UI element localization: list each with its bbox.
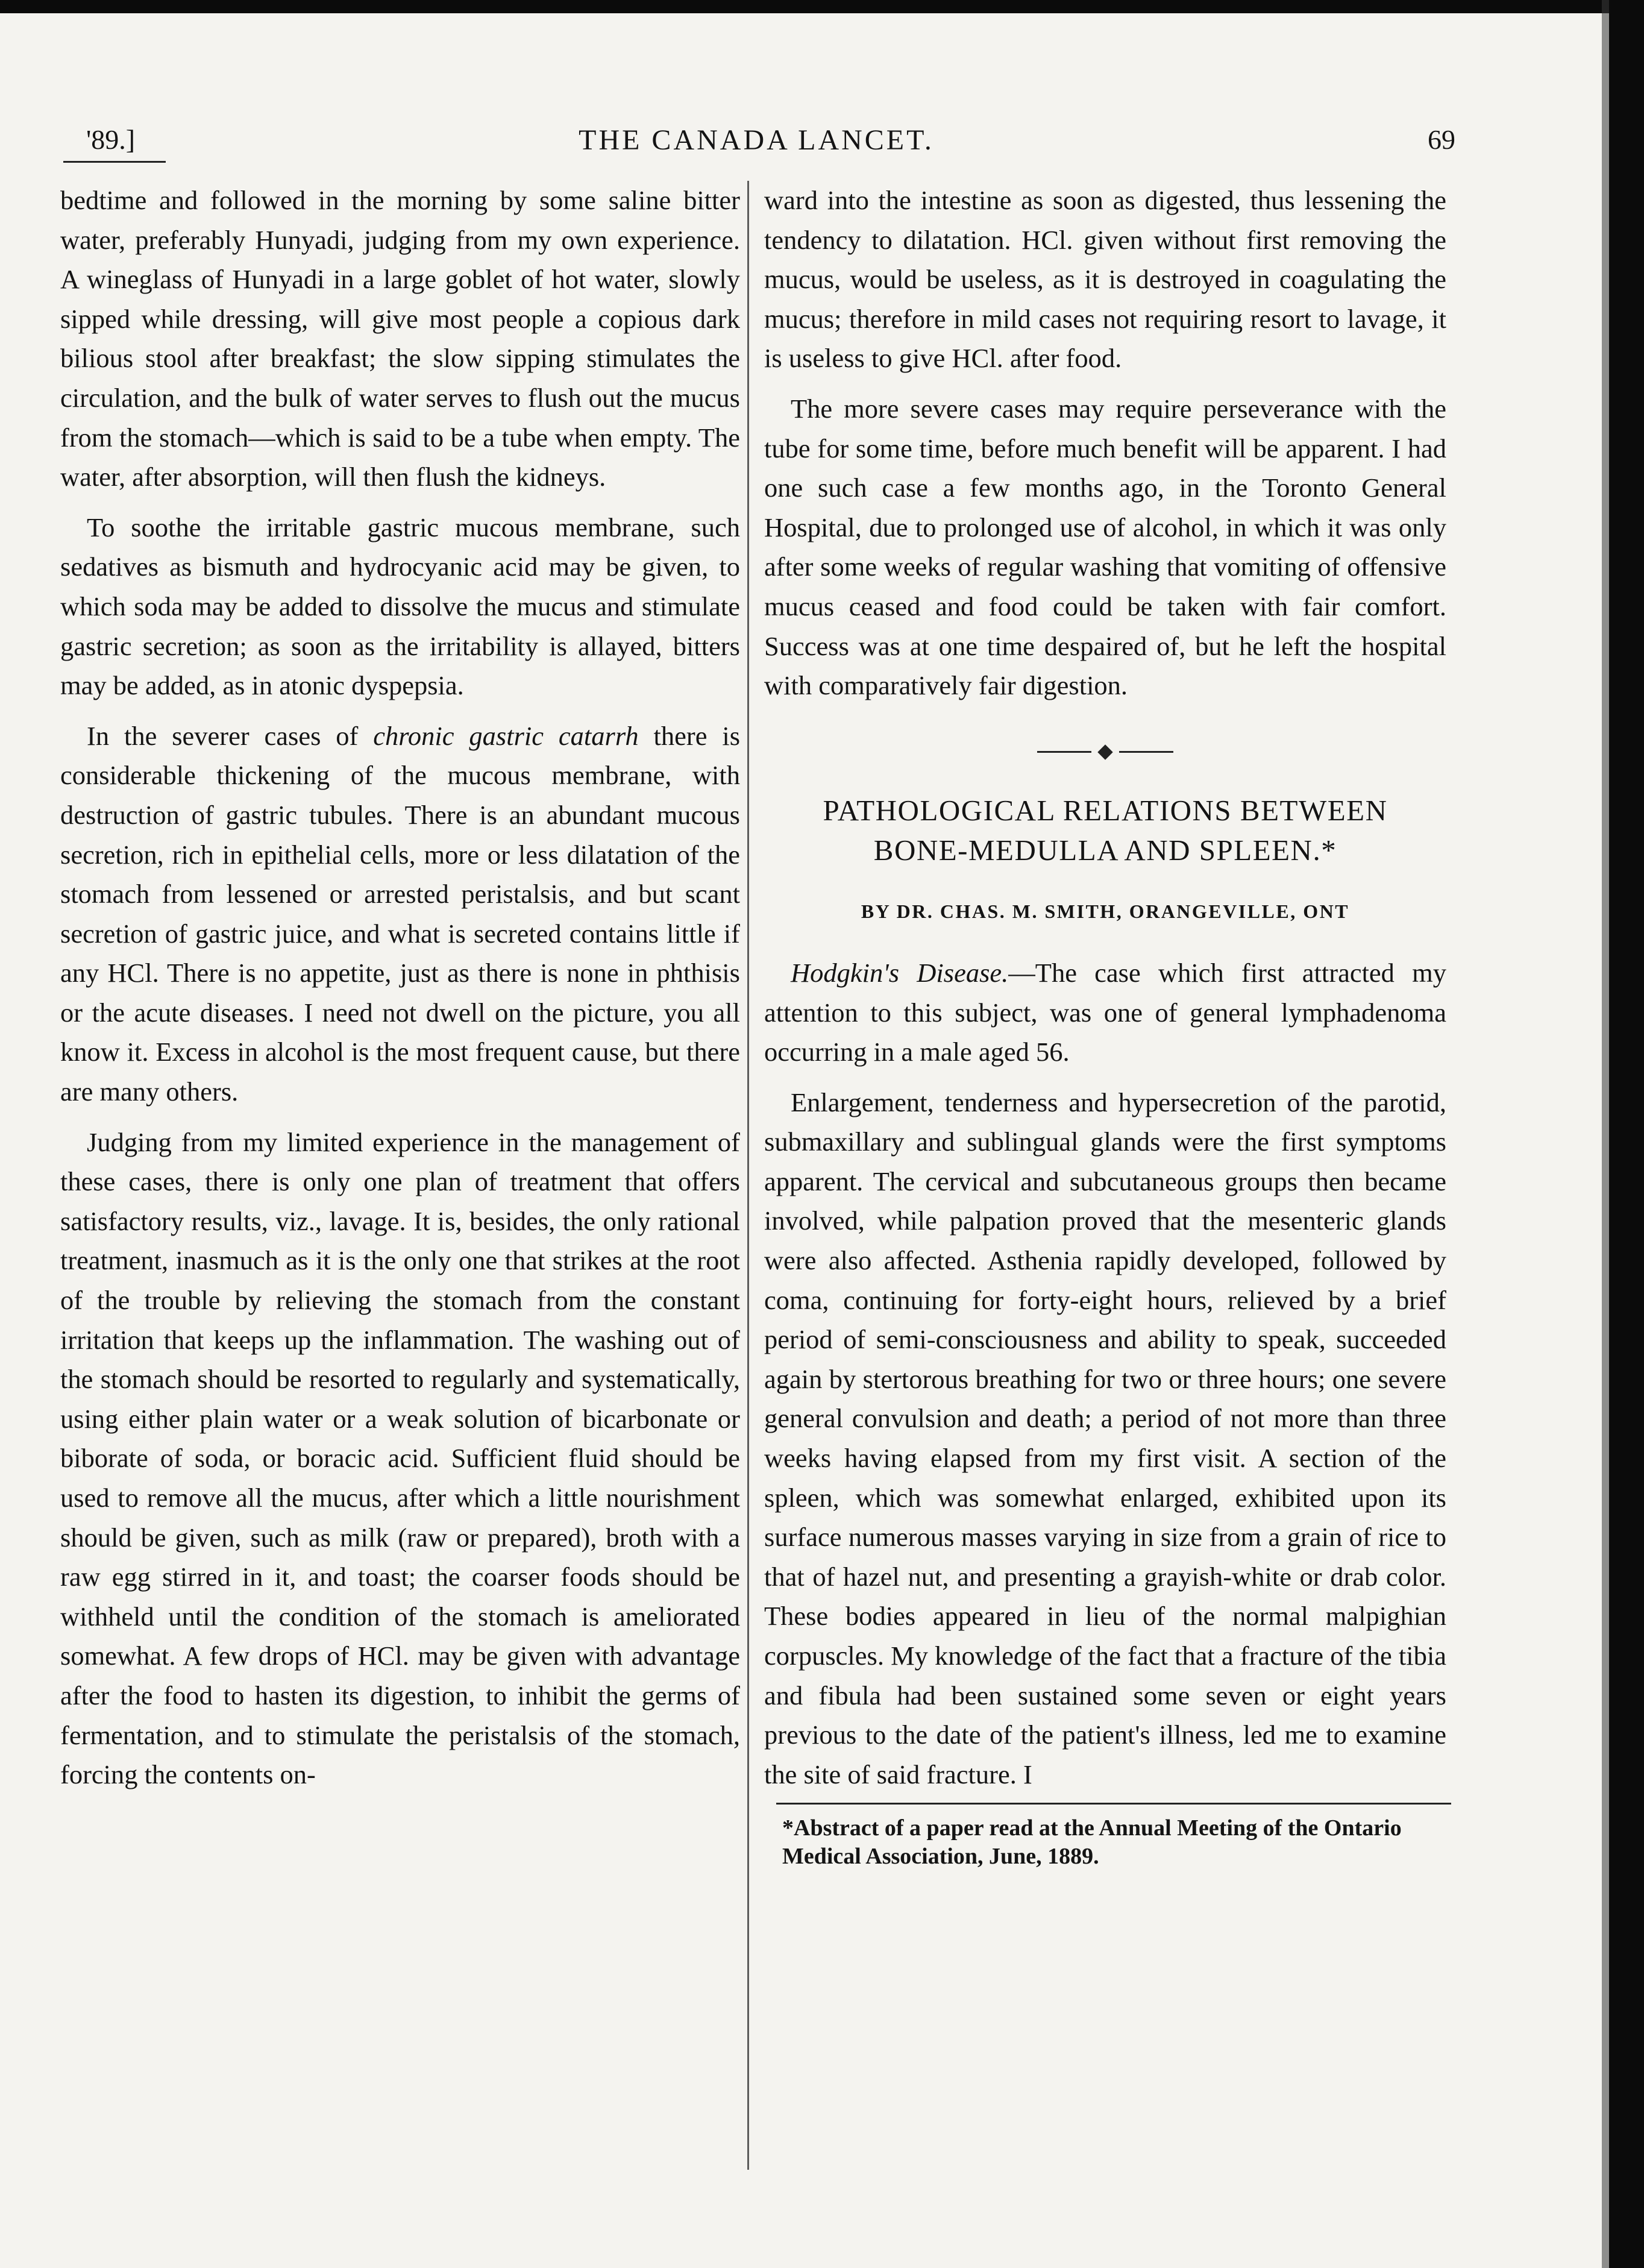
right-paragraph-1: ward into the intestine as soon as digested, thus lessening the tendency to dilatation. HCl. given without first removing the mucus, would be useless, as it is destroyed in coagulating the mucus; therefore in mild cases not requiring resort to lavage, it is useless to give HCl. after food. xyxy=(764,185,1446,374)
running-header xyxy=(57,124,1455,166)
ornament-line-left xyxy=(1037,751,1091,753)
scan-edge-top xyxy=(0,0,1644,13)
scan-edge-right xyxy=(1609,0,1644,2268)
right-paragraph-3-rest: —The case which first attracted my attention to this subject, was one of general lymphadenoma occurring in a male aged 56. xyxy=(764,957,1446,1067)
left-paragraph-3 xyxy=(60,717,740,1112)
article-title-line-2: BONE-MEDULLA AND SPLEEN.* xyxy=(873,834,1337,867)
left-paragraph-2: To soothe the irritable gastric mucous membrane, such sedatives as bismuth and hydrocyanic acid may be given, to which soda may be added to dissolve the mucus and stimulate gastric secretion; as soon as the irritability is allayed, bitters may be added, as in atonic dyspepsia. xyxy=(60,512,740,701)
right-paragraph-3-italic: Hodgkin's Disease. xyxy=(791,957,1009,988)
header-year: '89.] xyxy=(86,124,136,155)
right-paragraph-3 xyxy=(764,953,1446,1072)
right-paragraph-4: Enlargement, tenderness and hypersecretion of the parotid, submaxillary and sublingual glands were the first symptoms apparent. The cervical and subcutaneous groups then became involved, while palpation proved that the mesenteric glands were also affected. Asthenia rapidly developed, followed by coma, continuing for forty-eight hours, relieved by a brief period of semi-consciousness and ability to speak, succeeded again by stertorous breathing for two or three hours; one severe general convulsion and death; a period of not more than three weeks having elapsed from my first visit. A section of the spleen, which was somewhat enlarged, exhibited upon its surface numerous masses varying in size from a grain of rice to that of hazel nut, and presenting a grayish-white or drab color. These bodies appeared in lieu of the normal malpighian corpuscles. My knowledge of the fact that a fracture of the tibia and fibula had been sustained some seven or eight years previous to the date of the patient's illness, led me to examine the site of said fracture. I xyxy=(764,1087,1446,1789)
left-column xyxy=(60,181,740,1795)
left-paragraph-3-lead: In the severer cases of xyxy=(87,720,359,751)
footnote-rule xyxy=(776,1803,1451,1805)
page-number: 69 xyxy=(1428,124,1455,155)
left-paragraph-3-italic: chronic gastric catarrh xyxy=(373,720,639,751)
scan-shadow-right xyxy=(1602,0,1609,2268)
column-divider xyxy=(747,181,749,2170)
footnote: *Abstract of a paper read at the Annual Meeting of the Ontario Medical Association, June, 1889. xyxy=(782,1815,1402,1870)
right-column xyxy=(764,181,1446,1871)
header-year-rule xyxy=(63,161,166,163)
left-paragraph-4: Judging from my limited experience in the management of these cases, there is only one plan of treatment that offers satisfactory results, viz., lavage. It is, besides, the only rational treatment, inasmuch as it is the only one that strikes at the root of the trouble by relieving the stomach from the constant irritation that keeps up the inflammation. The washing out of the stomach should be resorted to regularly and systematically, using either plain water or a weak solution of bicarbonate or biborate of soda, or boracic acid. Sufficient fluid should be used to remove all the mucus, after which a little nourishment should be given, such as milk (raw or prepared), broth with a raw egg stirred in it, and toast; the coarser foods should be withheld until the condition of the stomach is ameliorated somewhat. A few drops of HCl. may be given with advantage after the food to hasten its digestion, to inhibit the germs of fermentation, and to stimulate the peristalsis of the stomach, forcing the contents on- xyxy=(60,1126,740,1790)
ornament-line-right xyxy=(1119,751,1173,753)
right-paragraph-2: The more severe cases may require perseverance with the tube for some time, before much benefit will be apparent. I had one such case a few months ago, in the Toronto General Hospital, due to prolonged use of alcohol, in which it was only after some weeks of regular washing that vomiting of offensive mucus ceased and food could be taken with fair comfort. Success was at one time despaired of, but he left the hospital with comparatively fair digestion. xyxy=(764,393,1446,701)
article-byline: BY DR. CHAS. M. SMITH, ORANGEVILLE, ONT xyxy=(861,900,1350,923)
ornament-diamond xyxy=(1097,744,1112,759)
left-paragraph-1: bedtime and followed in the morning by some saline bitter water, preferably Hunyadi, judging from my own experience. A wineglass of Hunyadi in a large goblet of hot water, slowly sipped while dressing, will give most people a copious dark bilious stool after breakfast; the slow sipping stimulates the circulation, and the bulk of water serves to flush out the mucus from the stomach—which is said to be a tube when empty. The water, after absorption, will then flush the kidneys. xyxy=(60,185,740,492)
journal-title: THE CANADA LANCET. xyxy=(579,124,934,156)
section-ornament xyxy=(764,731,1446,771)
left-paragraph-3-rest: there is considerable thickening of the mucous membrane, with destruction of gastric tubules. There is an abundant mucous secretion, rich in epithelial cells, more or less dilatation of the stomach from lessened or arrested peristalsis, and but scant secretion of gastric juice, and what is secreted contains little if any HCl. There is no appetite, just as there is none in phthisis or the acute diseases. I need not dwell on the picture, you all know it. Excess in alcohol is the most frequent cause, but there are many others. xyxy=(60,720,741,1107)
article-title-line-1: PATHOLOGICAL RELATIONS BETWEEN xyxy=(823,794,1388,828)
